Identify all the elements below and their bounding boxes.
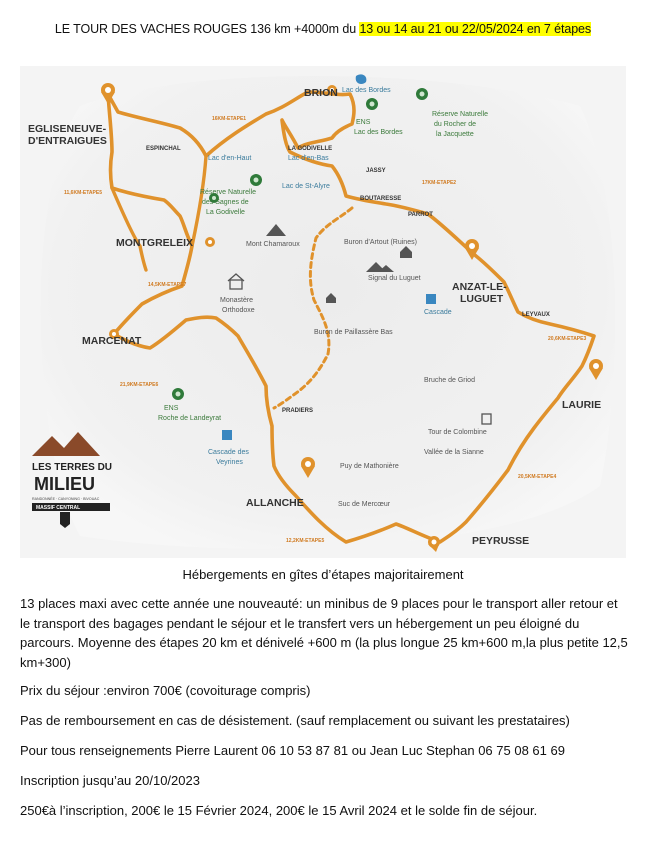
nature-reserve-icon <box>172 388 184 400</box>
stage-label: 20,6KM-ETAPE3 <box>548 336 587 342</box>
poi-label: la Jacquette <box>436 131 474 138</box>
town-label: ESPINCHAL <box>146 146 181 152</box>
poi-label: Lac d'en-Bas <box>288 155 329 162</box>
city-label: D'ENTRAIGUES <box>28 135 107 147</box>
poi-label: Veyrines <box>216 459 243 466</box>
poi-label: Mont Chamaroux <box>246 241 300 248</box>
poi-label: Cascade <box>424 309 452 316</box>
paragraph-group-details: 13 places maxi avec cette année une nouveauté: un minibus de 9 places pour le transport aller retour et le transport des bagages pendant le séjour et le transfert vers un hébergement un peu éloigné du parcours. Moyenne des étapes 20 km et dénivelé +600 m (la plus longue 25 km+600 m,la plus petite 12,5 km+300) <box>20 596 628 670</box>
route-map <box>20 66 626 558</box>
poi-label: Réserve Naturelle <box>432 111 489 118</box>
nature-reserve-icon <box>250 174 262 186</box>
title-dates-highlight: 13 ou 14 au 21 ou 22/05/2024 en 7 étapes <box>359 22 592 36</box>
city-label: EGLISENEUVE- <box>28 123 107 135</box>
city-label: LAURIE <box>562 399 602 411</box>
poi-label: Puy de Mathonière <box>340 463 399 470</box>
city-label: BRION <box>304 87 338 99</box>
poi-label: Tour de Colombine <box>428 429 487 436</box>
poi-label: Monastère <box>220 297 254 304</box>
poi-label: Suc de Mercœur <box>338 501 391 508</box>
town-label: JASSY <box>366 168 386 174</box>
poi-label: Lac des Bordes <box>354 129 403 136</box>
city-label: MONTGRELEIX <box>116 237 194 249</box>
nature-reserve-icon <box>416 88 428 100</box>
paragraph-payment-schedule: 250€à l’inscription, 200€ le 15 Février 2024, 200€ le 15 Avril 2024 et le solde fin de séjour. <box>20 803 538 818</box>
logo-line3: RANDONNÉE · CANYONING · BIVOUAC <box>32 497 100 501</box>
town-label: PARROT <box>408 212 433 218</box>
paragraph-refund: Pas de remboursement en cas de désistement. (sauf remplacement ou suivant les prestataires) <box>20 713 570 728</box>
stage-label: 17KM-ETAPE2 <box>422 180 457 186</box>
waterfall-icon <box>222 430 232 440</box>
paragraph-price: Prix du séjour :environ 700€ (covoiturage compris) <box>20 683 311 698</box>
poi-label: Lac d'en-Haut <box>208 155 252 162</box>
poi-label: Buron de Paillassère Bas <box>314 329 393 336</box>
poi-label: Vallée de la Sianne <box>424 449 484 456</box>
city-label: PEYRUSSE <box>472 535 530 547</box>
page-title <box>0 22 646 36</box>
poi-label: Réserve Naturelle <box>200 189 257 196</box>
paragraph-registration-deadline: Inscription jusqu’au 20/10/2023 <box>20 773 200 788</box>
stage-label: 14,5KM-ETAPE7 <box>148 282 187 288</box>
title-prefix: LE TOUR DES VACHES ROUGES 136 km +4000m du <box>54 22 360 36</box>
poi-label: Cascade des <box>208 449 249 456</box>
poi-label: Roche de Landeyrat <box>158 415 222 422</box>
poi-label: ENS <box>356 119 371 126</box>
poi-label: Lac des Bordes <box>342 87 391 94</box>
city-label: MARCENAT <box>82 335 142 347</box>
stage-label: 16KM-ETAPE1 <box>212 116 247 122</box>
town-label: BOUTARESSE <box>360 196 402 202</box>
city-label: ANZAT-LE- <box>452 281 507 293</box>
stage-label: 20,5KM-ETAPE4 <box>518 474 557 480</box>
map-caption: Hébergements en gîtes d’étapes majoritairement <box>182 567 464 582</box>
stage-label: 12,2KM-ETAPE5 <box>286 538 325 544</box>
stage-label: 21,9KM-ETAPE6 <box>120 382 159 388</box>
nature-reserve-icon <box>366 98 378 110</box>
poi-label: Signal du Luguet <box>368 275 421 282</box>
poi-label: Orthodoxe <box>222 307 255 314</box>
town-label: LEYVAUX <box>522 312 550 318</box>
city-label: ALLANCHE <box>246 497 304 509</box>
poi-label: Lac de St-Alyre <box>282 183 330 190</box>
stage-label: 11,6KM-ETAPE5 <box>64 190 102 196</box>
poi-label: ENS <box>164 405 179 412</box>
poi-label: La Godivelle <box>206 209 245 216</box>
town-label: LA GODIVELLE <box>288 146 333 152</box>
paragraph-contacts: Pour tous renseignements Pierre Laurent 06 10 53 87 81 ou Jean Luc Stephan 06 75 08 61 69 <box>20 743 565 758</box>
poi-label: des Sagnes de <box>202 199 249 206</box>
route-map-svg <box>20 66 626 558</box>
town-label: PRADIERS <box>282 408 314 414</box>
poi-label: Bruche de Griod <box>424 377 475 384</box>
pin-icon <box>205 237 215 247</box>
poi-label: du Rocher de <box>434 121 477 128</box>
logo-line2: MILIEU <box>34 474 95 494</box>
city-label: LUGUET <box>460 293 504 305</box>
logo-line4: MASSIF CENTRAL <box>36 505 81 511</box>
poi-label: Buron d'Artout (Ruines) <box>344 239 417 246</box>
waterfall-icon <box>426 294 436 304</box>
logo-line1: LES TERRES DU <box>32 462 113 473</box>
